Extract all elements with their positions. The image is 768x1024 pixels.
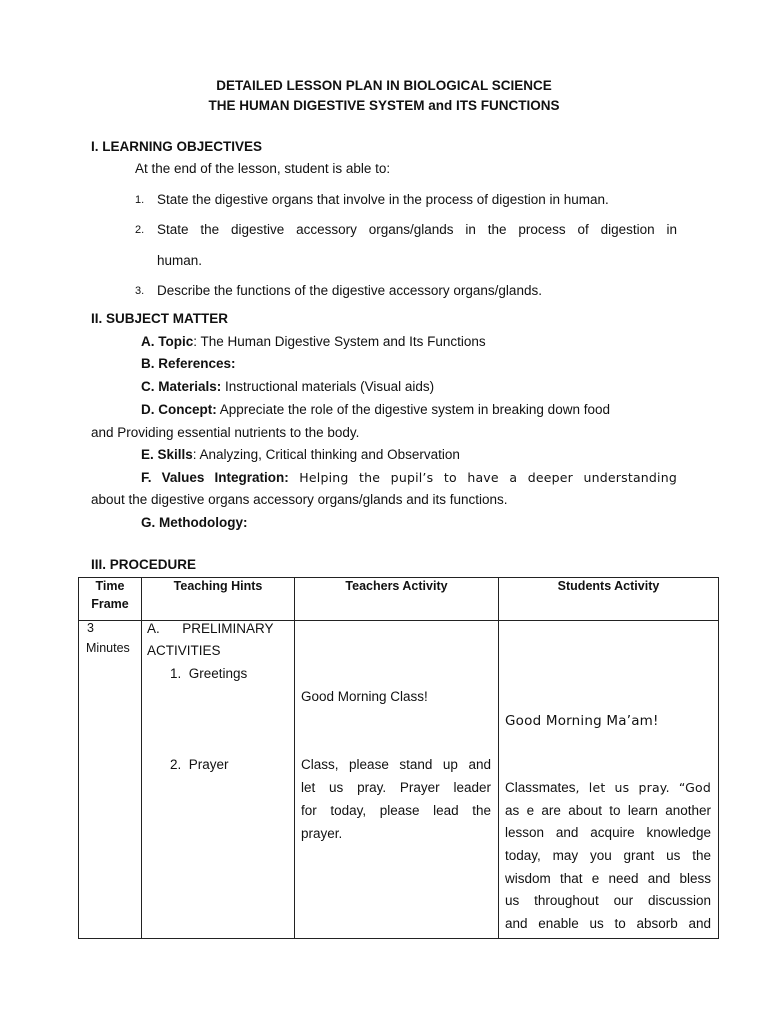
student-prayer-line: and enable us to absorb and bbox=[505, 916, 711, 931]
references-line bbox=[141, 356, 236, 371]
objective-number: 2. bbox=[135, 224, 145, 236]
procedure-row bbox=[79, 621, 719, 939]
materials-value: Instructional materials (Visual aids) bbox=[221, 379, 435, 394]
teachers-activity-cell bbox=[295, 621, 499, 939]
values-label: F. Values Integration: bbox=[141, 470, 289, 485]
objective-item: State the digestive organs that involve in the process of digestion in human. bbox=[157, 192, 609, 207]
document-title: DETAILED LESSON PLAN IN BIOLOGICAL SCIENCE bbox=[216, 78, 552, 93]
teacher-prayer-line: Class, please stand up and bbox=[301, 757, 491, 772]
objective-number: 1. bbox=[135, 194, 145, 206]
student-prayer-line: today, may you grant us the bbox=[505, 848, 711, 863]
time-frame-cell bbox=[79, 621, 142, 939]
student-prayer-line: lesson and acquire knowledge bbox=[505, 825, 711, 840]
teacher-prayer-line: for today, please lead the bbox=[301, 803, 491, 818]
skills-label: E. Skills bbox=[141, 447, 193, 462]
objective-item: State the digestive accessory organs/glands in the process of digestion in bbox=[157, 222, 677, 237]
objective-number: 3. bbox=[135, 285, 145, 297]
subject-heading: II. SUBJECT MATTER bbox=[91, 311, 229, 326]
objective-item-continuation: human. bbox=[157, 253, 203, 268]
time-value: 3 bbox=[87, 621, 94, 635]
students-activity-header-label: Students Activity bbox=[557, 579, 660, 593]
concept-line bbox=[141, 402, 610, 417]
student-prayer-opening: , let us pray. “God bbox=[575, 780, 711, 795]
concept-value: Appreciate the role of the digestive system in breaking down food bbox=[216, 402, 610, 417]
student-prayer-line bbox=[505, 780, 711, 795]
hint-section-a-cont: ACTIVITIES bbox=[147, 643, 221, 658]
objectives-heading: I. LEARNING OBJECTIVES bbox=[91, 139, 263, 154]
teaching-hints-header-label: Teaching Hints bbox=[173, 579, 263, 593]
students-activity-header bbox=[499, 578, 719, 621]
procedure-header-row bbox=[79, 578, 719, 621]
topic-label: A. Topic bbox=[141, 334, 194, 349]
student-prayer-line: as e are about to learn another bbox=[505, 803, 711, 818]
time-frame-header-line1: Time bbox=[95, 579, 125, 593]
materials-line bbox=[141, 379, 434, 394]
values-value: Helping the pupil’s to have a deeper understanding bbox=[288, 470, 677, 485]
teaching-hints-header bbox=[142, 578, 295, 621]
students-activity-cell bbox=[499, 621, 719, 939]
concept-continuation: and Providing essential nutrients to the body. bbox=[91, 425, 360, 440]
skills-value: : Analyzing, Critical thinking and Observation bbox=[192, 447, 460, 462]
teachers-activity-header bbox=[295, 578, 499, 621]
time-frame-header bbox=[79, 578, 142, 621]
teacher-prayer-line: prayer. bbox=[301, 826, 343, 841]
student-prayer-line: wisdom that e need and bless bbox=[505, 871, 711, 886]
time-unit: Minutes bbox=[86, 641, 130, 655]
hint-greetings: 1. Greetings bbox=[170, 666, 248, 681]
hint-section-a: A. PRELIMINARY bbox=[147, 621, 274, 636]
student-greeting: Good Morning Ma’am! bbox=[505, 713, 659, 729]
topic-value: : The Human Digestive System and Its Functions bbox=[193, 334, 486, 349]
hint-prayer: 2. Prayer bbox=[170, 757, 229, 772]
methodology-label: G. Methodology: bbox=[141, 515, 248, 530]
teacher-greeting: Good Morning Class! bbox=[301, 689, 428, 704]
references-label: B. References: bbox=[141, 356, 236, 371]
teachers-activity-header-label: Teachers Activity bbox=[345, 579, 448, 593]
skills-line bbox=[141, 447, 460, 462]
values-continuation: about the digestive organs accessory organs/glands and its functions. bbox=[91, 492, 508, 507]
teacher-prayer-line: let us pray. Prayer leader bbox=[301, 780, 491, 795]
student-prayer-line: us throughout our discussion bbox=[505, 893, 711, 908]
methodology-line bbox=[141, 515, 247, 530]
objective-item: Describe the functions of the digestive accessory organs/glands. bbox=[157, 283, 542, 298]
procedure-heading: III. PROCEDURE bbox=[91, 557, 197, 572]
values-line bbox=[141, 470, 677, 485]
procedure-table bbox=[78, 577, 719, 939]
teaching-hints-cell bbox=[142, 621, 295, 939]
student-prayer-addressee: Classmates bbox=[505, 780, 576, 795]
time-frame-header-line2: Frame bbox=[91, 597, 129, 611]
objectives-intro: At the end of the lesson, student is able to: bbox=[135, 161, 391, 176]
materials-label: C. Materials: bbox=[141, 379, 222, 394]
document-subtitle: THE HUMAN DIGESTIVE SYSTEM and ITS FUNCTIONS bbox=[208, 98, 560, 113]
concept-label: D. Concept: bbox=[141, 402, 217, 417]
topic-line bbox=[141, 334, 486, 349]
